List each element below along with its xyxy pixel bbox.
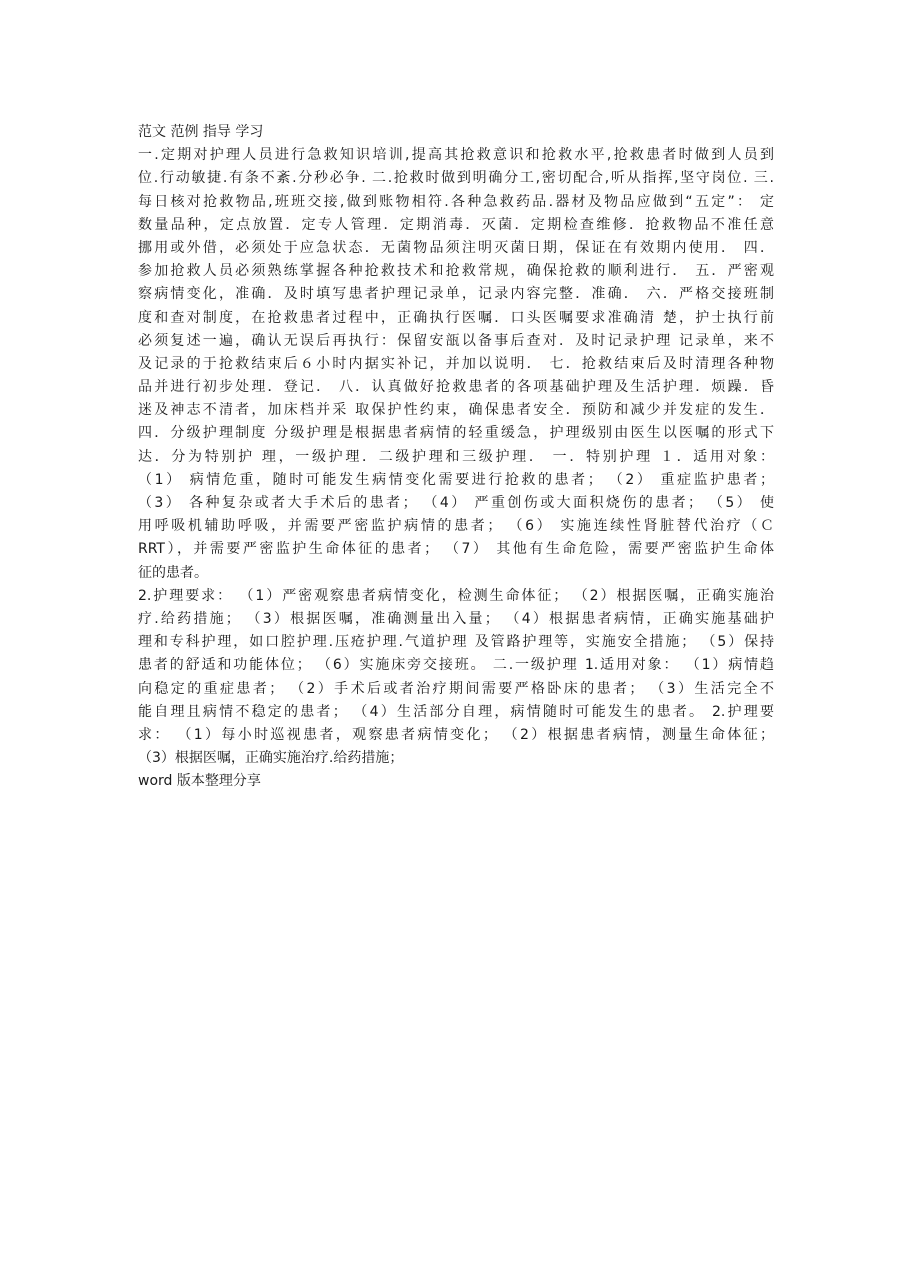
text-line: 必须复述一遍，确认无误后再执行：保留安瓿以备事后查对．及时记录护理 记录单，来不	[138, 332, 774, 349]
text-line: 理和专科护理，如口腔护理.压疮护理.气道护理 及管路护理等，实施安全措施； （5）保持	[138, 634, 774, 651]
text-line: 达．分为特别护 理，一级护理．二级护理和三级护理． 一．特别护理 １．适用对象：	[138, 448, 774, 465]
text-line: 察病情变化，准确．及时填写患者护理记录单，记录内容完整．准确． 六．严格交接班制	[138, 286, 774, 303]
text-line: 位.行动敏捷.有条不紊.分秒必争. 二.抢救时做到明确分工,密切配合,听从指挥,坚守岗位. 三.	[138, 170, 774, 187]
text-line: 数量品种，定点放置．定专人管理．定期消毒．灭菌．定期检查维修．抢救物品不准任意	[138, 216, 774, 233]
text-line: 疗.给药措施； （3）根据医嘱，准确测量出入量； （4）根据患者病情，正确实施基础护	[138, 610, 774, 627]
text-line: 度和查对制度，在抢救患者过程中，正确执行医嘱．口头医嘱要求准确清 楚，护士执行前	[138, 309, 774, 326]
text-line: 品并进行初步处理．登记． 八．认真做好抢救患者的各项基础护理及生活护理．烦躁．昏	[138, 379, 774, 396]
text-line: 迷及神志不清者，加床档并采 取保护性约束，确保患者安全．预防和减少并发症的发生．	[138, 402, 774, 419]
text-line: 求： （1）每小时巡视患者，观察患者病情变化； （2）根据患者病情，测量生命体征；	[138, 726, 774, 743]
text-line: 四．分级护理制度 分级护理是根据患者病情的轻重缓急，护理级别由医生以医嘱的形式下	[138, 425, 774, 442]
document-page	[138, 121, 774, 793]
document-header: 范文 范例 指导 学习	[138, 124, 264, 140]
document-footer: word 版本整理分享	[138, 773, 261, 790]
paragraph-nursing-requirements	[138, 585, 774, 771]
text-line: （3） 各种复杂或者大手术后的患者； （4） 严重创伤或大面积烧伤的患者； （5） 使	[138, 495, 774, 511]
text-line: 能自理且病情不稳定的患者； （4）生活部分自理，病情随时可能发生的患者。 2.护理要	[138, 703, 774, 720]
text-line: 征的患者。	[138, 564, 208, 581]
text-line: （1） 病情危重，随时可能发生病情变化需要进行抢救的患者； （2） 重症监护患者；	[138, 471, 774, 488]
text-line: 一.定期对护理人员进行急救知识培训,提高其抢救意识和抢救水平,抢救患者时做到人员到	[138, 147, 774, 164]
text-line: 参加抢救人员必须熟练掌握各种抢救技术和抢救常规，确保抢救的顺利进行． 五．严密观	[138, 263, 774, 280]
text-line: RRT），并需要严密监护生命体征的患者； （7） 其他有生命危险，需要严密监护生命体	[138, 541, 774, 558]
paragraph-emergency-and-classification	[138, 144, 774, 585]
text-line: （3）根据医嘱，正确实施治疗.给药措施；	[138, 750, 404, 767]
text-line: 每日核对抢救物品,班班交接,做到账物相符.各种急救药品.器材及物品应做到“五定”： 定	[138, 193, 774, 210]
text-line: 向稳定的重症患者； （2）手术后或者治疗期间需要严格卧床的患者； （3）生活完全不	[138, 680, 774, 697]
text-line: 挪用或外借，必须处于应急状态．无菌物品须注明灭菌日期，保证在有效期内使用． 四．	[138, 239, 774, 256]
text-line: 患者的舒适和功能体位； （6）实施床旁交接班。 二.一级护理 1.适用对象： （1）病情趋	[138, 657, 774, 674]
text-line: 用呼吸机辅助呼吸，并需要严密监护病情的患者； （6） 实施连续性肾脏替代治疗（Ｃ	[138, 518, 774, 535]
text-line: 2.护理要求： （1）严密观察患者病情变化，检测生命体征； （2）根据医嘱，正确实施治	[138, 587, 774, 604]
text-line: 及记录的于抢救结束后６小时内据实补记，并加以说明． 七．抢救结束后及时清理各种物	[138, 355, 774, 372]
